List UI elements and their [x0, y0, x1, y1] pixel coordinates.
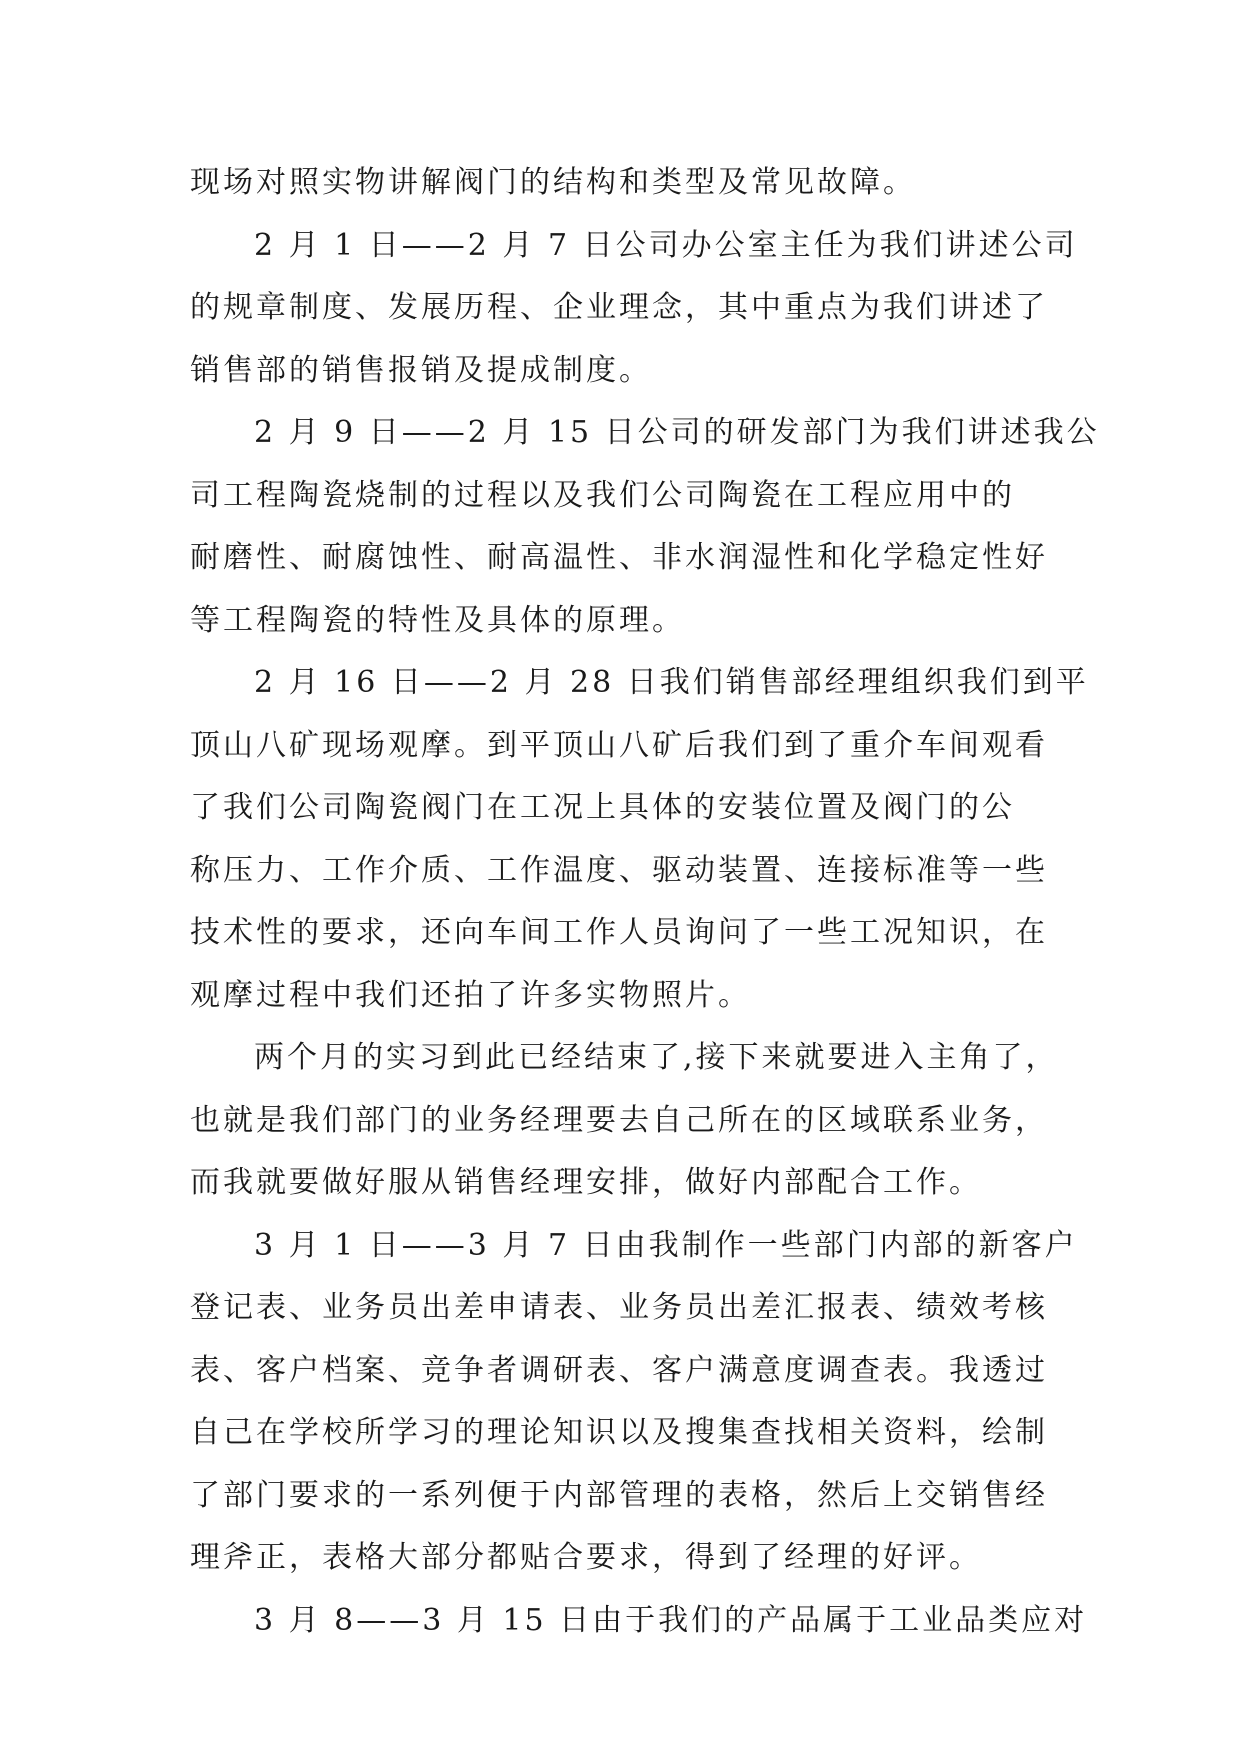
text-line: 现场对照实物讲解阀门的结构和类型及常见故障。: [190, 165, 916, 200]
text-line: 表、客户档案、竞争者调研表、客户满意度调查表。我透过: [190, 1352, 1048, 1388]
text-line: 顶山八矿现场观摩。到平顶山八矿后我们到了重介车间观看: [190, 727, 1048, 763]
body-text: [190, 152, 1100, 1652]
text-line: 观摩过程中我们还拍了许多实物照片。: [190, 977, 751, 1013]
text-line: 而我就要做好服从销售经理安排，做好内部配合工作。: [190, 1165, 982, 1200]
text-line: 等工程陶瓷的特性及具体的原理。: [190, 602, 685, 638]
text-line: 2 月 16 日——2 月 28 日我们销售部经理组织我们到平: [254, 665, 1089, 700]
text-line: 3 月 8——3 月 15 日由于我们的产品属于工业品类应对: [254, 1602, 1088, 1638]
text-line: 登记表、业务员出差申请表、业务员出差汇报表、绩效考核: [190, 1290, 1048, 1325]
text-line: 耐磨性、耐腐蚀性、耐高温性、非水润湿性和化学稳定性好: [190, 540, 1048, 575]
text-line: 也就是我们部门的业务经理要去自己所在的区域联系业务，: [190, 1102, 1048, 1138]
text-line: 销售部的销售报销及提成制度。: [190, 352, 652, 388]
text-line: 3 月 1 日——3 月 7 日由我制作一些部门内部的新客户: [254, 1227, 1078, 1263]
text-line: 了部门要求的一系列便于内部管理的表格，然后上交销售经: [190, 1477, 1048, 1513]
text-line: 两个月的实习到此已经结束了,接下来就要进入主角了，: [254, 1040, 1059, 1075]
text-line: 理斧正，表格大部分都贴合要求，得到了经理的好评。: [190, 1540, 982, 1575]
text-line: 2 月 9 日——2 月 15 日公司的研发部门为我们讲述我公: [254, 415, 1100, 450]
text-line: 司工程陶瓷烧制的过程以及我们公司陶瓷在工程应用中的: [190, 477, 1015, 513]
text-line: 2 月 1 日——2 月 7 日公司办公室主任为我们讲述公司: [254, 227, 1078, 263]
text-line: 称压力、工作介质、工作温度、驱动装置、连接标准等一些: [190, 852, 1048, 888]
text-line: 自己在学校所学习的理论知识以及搜集查找相关资料，绘制: [190, 1415, 1048, 1450]
text-line: 的规章制度、发展历程、企业理念，其中重点为我们讲述了: [190, 290, 1048, 325]
text-line: 技术性的要求，还向车间工作人员询问了一些工况知识，在: [190, 915, 1048, 950]
text-line: 了我们公司陶瓷阀门在工况上具体的安装位置及阀门的公: [190, 790, 1015, 825]
